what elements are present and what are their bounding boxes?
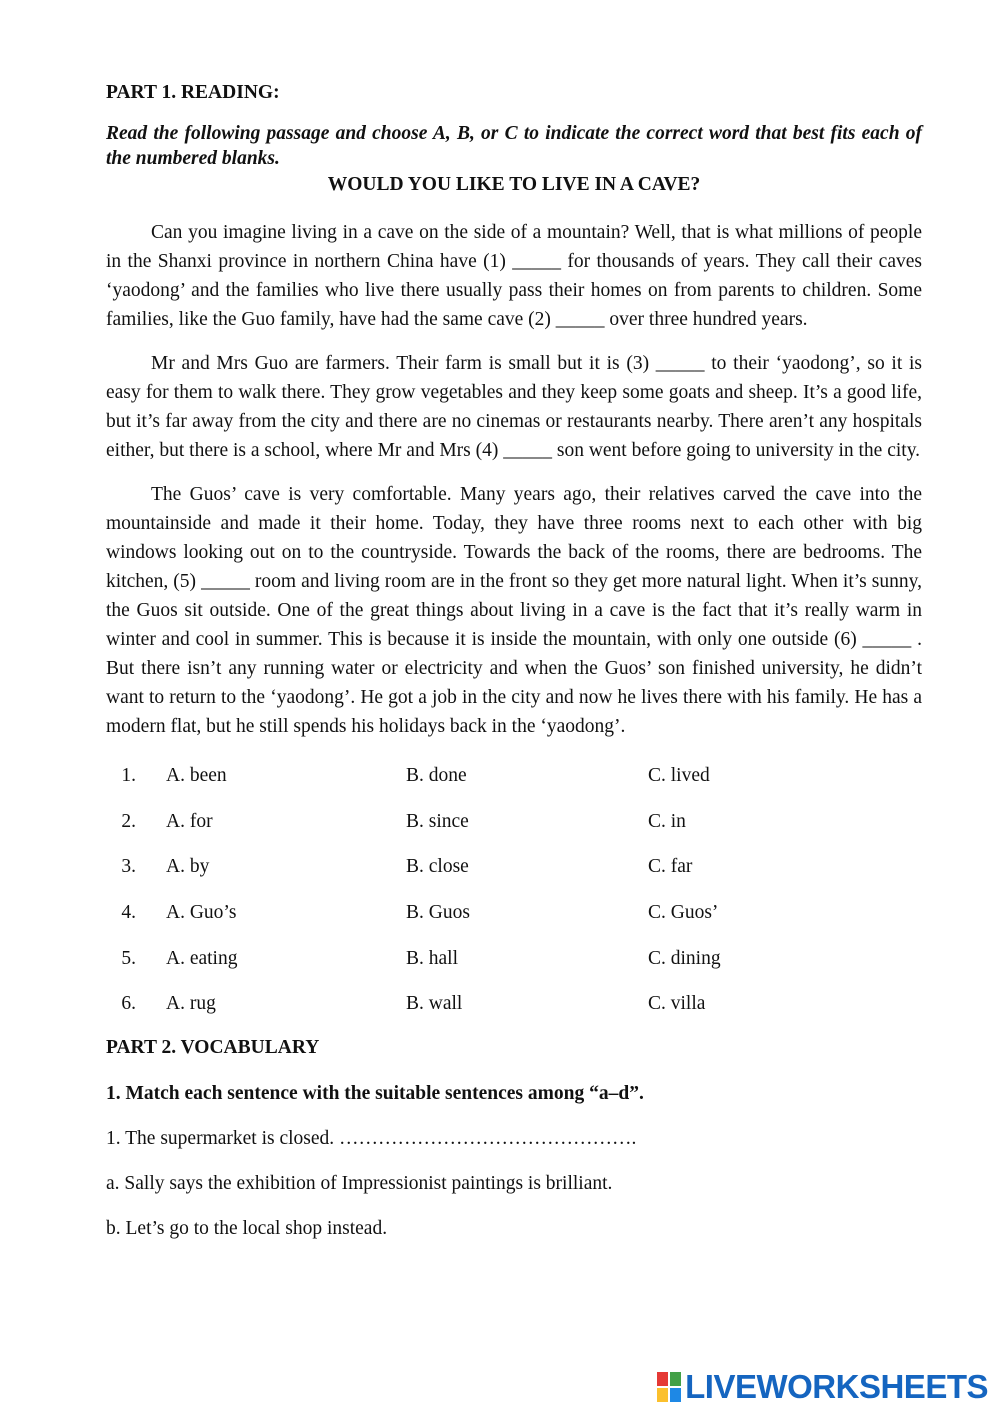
passage-paragraph-1: Can you imagine living in a cave on the side of a mountain? Well, that is what millions of people in the Shanxi province in northern China have (1) _____ for thousands of years. They call their caves ‘yaodong’ and the families who live there usually pass their homes on from parents to children. Some families, like the Guo family, have had the same cave (2) _____ over three hundred years. (106, 221, 922, 330)
part1-heading: PART 1. READING: (106, 82, 280, 103)
option-c[interactable]: C. lived (648, 764, 710, 786)
option-a[interactable]: A. been (166, 764, 227, 786)
part2-heading: PART 2. VOCABULARY (106, 1036, 320, 1058)
passage-title: WOULD YOU LIKE TO LIVE IN A CAVE? (327, 174, 701, 195)
logo-square-green (670, 1372, 681, 1386)
option-b[interactable]: B. wall (406, 993, 463, 1015)
option-number: 6. (121, 993, 136, 1015)
worksheet-page (106, 78, 922, 1243)
passage-paragraph-3: The Guos’ cave is very comfortable. Many years ago, their relatives carved the cave into the mountainside and made it their home. Today, they have three rooms next to each other with big windows looking out on to the countryside. Towards the back of the rooms, there are bedrooms. The kitchen, (5) _____ room and living room are in the front so they get more natural light. When it’s sunny, the Guos sit outside. One of the great things about living in a cave is the fact that it’s really warm in winter and cool in summer. This is because it is inside the mountain, with only one outside (6) _____ . But there isn’t any running water or electricity and when the Guos’ son finished university, he didn’t want to return to the ‘yaodong’. He got a job in the city and now he lives there with his family. He has a modern flat, but he still spends his holidays back in the ‘yaodong’. (106, 483, 922, 737)
logo-text: LIVEWORKSHEETS (685, 1368, 988, 1405)
option-c[interactable]: C. villa (648, 993, 706, 1015)
option-a[interactable]: A. for (166, 810, 213, 832)
option-b[interactable]: B. Guos (406, 901, 470, 923)
logo-square-yellow (657, 1388, 668, 1402)
match-option-a: a. Sally says the exhibition of Impressionist paintings is brilliant. (106, 1172, 613, 1194)
match-sentence-1: 1. The supermarket is closed. ………………………………………. (106, 1127, 637, 1149)
option-number: 4. (121, 901, 136, 923)
option-c[interactable]: C. far (648, 856, 693, 878)
liveworksheets-logo (657, 1368, 988, 1406)
option-a[interactable]: A. Guo’s (166, 901, 237, 923)
passage-paragraph-2: Mr and Mrs Guo are farmers. Their farm is small but it is (3) _____ to their ‘yaodong’, so it is easy for them to walk there. They grow vegetables and they keep some goats and sheep. It’s a good life, but it’s far away from the city and there are no cinemas or restaurants nearby. There aren’t any hospitals either, but there is a school, where Mr and Mrs (4) _____ son went before going to university in the city. (106, 352, 922, 461)
option-row-2 (106, 798, 922, 844)
answer-options (106, 753, 922, 1027)
option-b[interactable]: B. since (406, 810, 469, 832)
option-row-5 (106, 935, 922, 981)
part2-task: 1. Match each sentence with the suitable sentences among “a–d”. (106, 1082, 644, 1104)
option-b[interactable]: B. done (406, 764, 467, 786)
option-row-3 (106, 844, 922, 890)
option-c[interactable]: C. dining (648, 947, 721, 969)
option-number: 3. (121, 856, 136, 878)
option-a[interactable]: A. rug (166, 993, 216, 1015)
logo-mark-icon (657, 1372, 681, 1402)
logo-square-blue (670, 1388, 681, 1402)
option-a[interactable]: A. by (166, 856, 210, 878)
option-number: 5. (121, 947, 136, 969)
logo-square-red (657, 1372, 668, 1386)
part1-instruction: Read the following passage and choose A, B, or C to indicate the correct word that best fits each of the numbered blanks. (106, 123, 922, 169)
option-row-4 (106, 890, 922, 936)
match-option-b: b. Let’s go to the local shop instead. (106, 1217, 388, 1239)
option-c[interactable]: C. in (648, 810, 686, 832)
option-c[interactable]: C. Guos’ (648, 901, 719, 923)
option-number: 1. (121, 764, 136, 786)
option-b[interactable]: B. hall (406, 947, 458, 969)
option-number: 2. (121, 810, 136, 832)
option-b[interactable]: B. close (406, 856, 469, 878)
option-a[interactable]: A. eating (166, 947, 238, 969)
option-row-1 (106, 753, 922, 799)
option-row-6 (106, 981, 922, 1027)
